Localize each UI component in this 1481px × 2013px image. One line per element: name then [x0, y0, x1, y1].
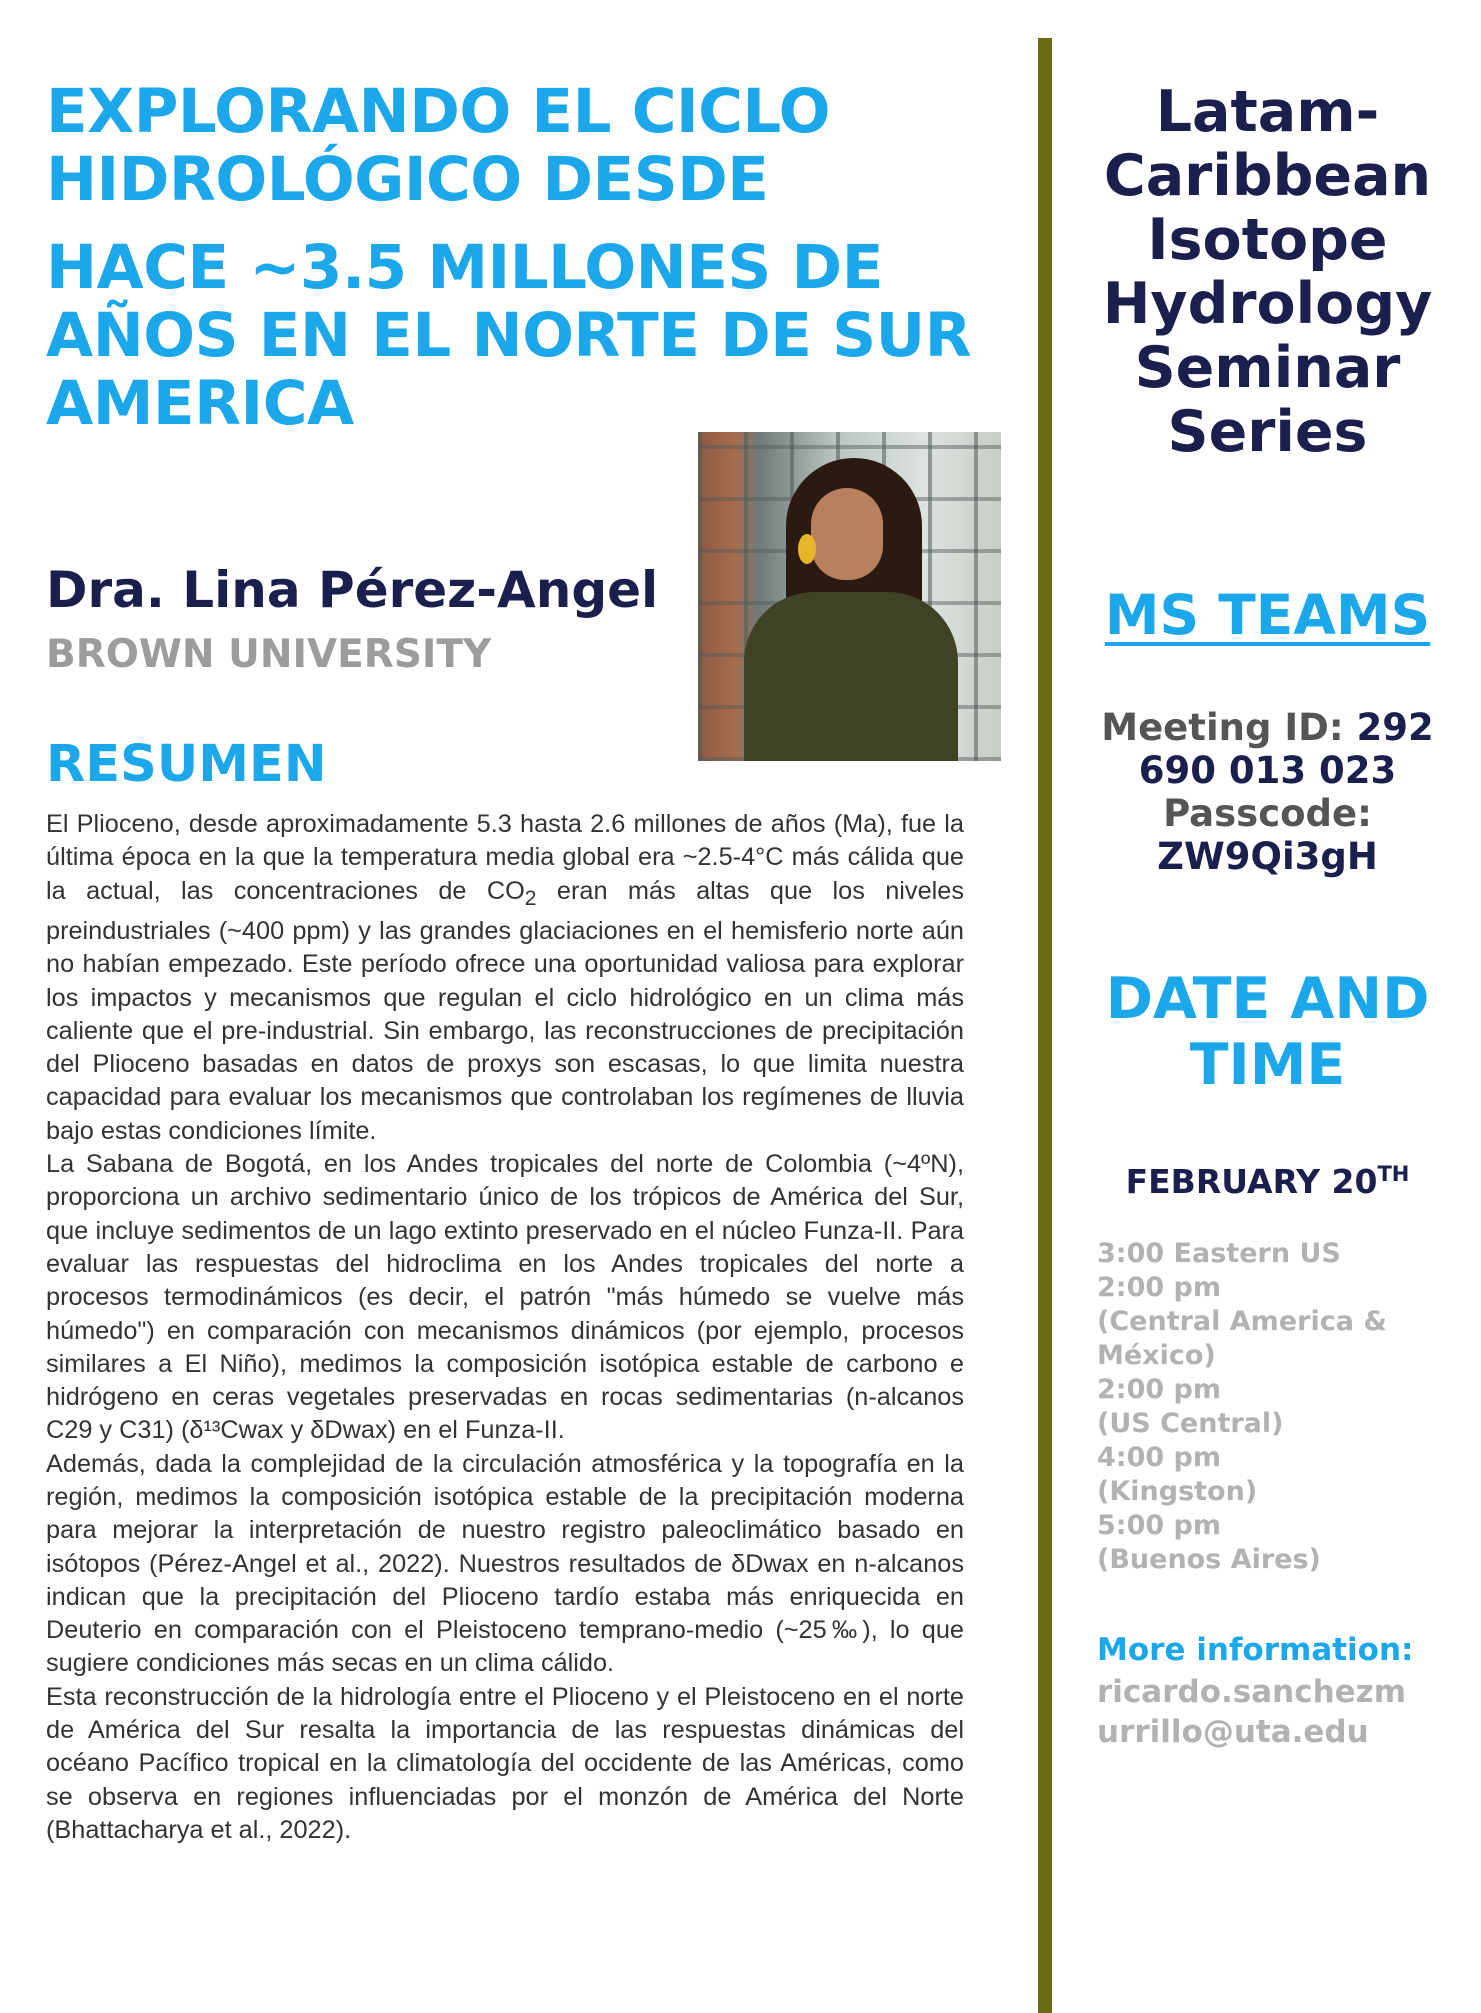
time-line: 5:00 pm	[1097, 1510, 1222, 1541]
meeting-id-label: Meeting ID:	[1101, 706, 1344, 749]
series-line: Seminar	[1134, 335, 1401, 401]
meeting-id-value: 690 013 023	[1138, 749, 1397, 792]
abstract-heading: RESUMEN	[46, 735, 327, 794]
series-line: Caribbean	[1103, 143, 1432, 209]
series-line: Series	[1167, 399, 1368, 465]
title-line: EXPLORANDO EL CICLO	[46, 76, 830, 147]
speaker-affiliation: BROWN UNIVERSITY	[46, 632, 492, 677]
abstract-text: El Plioceno, desde aproximadamente 5.3 hasta 2.6 millones de años (Ma), fue la última época en la que la temperatura media global era ~2.5-4°C más cálida que la actual, las concentraciones de CO	[46, 810, 964, 905]
time-line: (Central America &	[1097, 1306, 1387, 1337]
platform-heading[interactable]	[1075, 582, 1460, 648]
email-line[interactable]: urrillo@uta.edu	[1097, 1714, 1369, 1750]
photo-earring	[798, 534, 816, 564]
vertical-divider	[1038, 38, 1052, 2013]
date-text: FEBRUARY 20	[1125, 1162, 1378, 1201]
speaker-name: Dra. Lina Pérez-Angel	[46, 561, 659, 619]
photo-dress	[744, 592, 958, 761]
time-line: (Buenos Aires)	[1097, 1544, 1321, 1575]
time-line: (Kingston)	[1097, 1476, 1258, 1507]
series-line: Isotope	[1147, 207, 1388, 273]
title-line: HACE ~3.5 MILLONES DE	[46, 232, 883, 303]
time-line: México)	[1097, 1340, 1216, 1371]
seminar-date	[1075, 1154, 1460, 1202]
abstract-paragraph: La Sabana de Bogotá, en los Andes tropicales del norte de Colombia (~4ºN), proporciona un archivo sedimentario único de los trópicos de América del Sur, que incluye sedimentos de un lago extinto preservado en el núcleo Funza-II. Para evaluar las respuestas del hidroclima en los Andes tropicales del norte a procesos termodinámicos (es decir, el patrón "más húmedo se vuelve más húmedo") en comparación con mecanismos dinámicos (por ejemplo, procesos similares a El Niño), medimos la composición isotópica estable de carbono e hidrógeno en ceras vegetales preservadas en rocas sedimentarias (n-alcanos C29 y C31) (δ¹³Cwax y δDwax) en el Funza-II.	[46, 1150, 964, 1445]
title-line: AMERICA	[46, 368, 354, 439]
email-line[interactable]: ricardo.sanchezm	[1097, 1674, 1407, 1710]
speaker-photo	[698, 432, 1001, 761]
ms-teams-link[interactable]: MS TEAMS	[1104, 583, 1431, 647]
seminar-title	[46, 78, 976, 438]
abstract-subscript: 2	[524, 886, 537, 910]
time-line: (US Central)	[1097, 1408, 1284, 1439]
time-line: 4:00 pm	[1097, 1442, 1222, 1473]
title-line: HIDROLÓGICO DESDE	[46, 144, 769, 215]
date-time-heading-line: DATE AND	[1105, 966, 1430, 1032]
abstract-paragraph	[46, 808, 964, 1148]
abstract-paragraph: Además, dada la complejidad de la circulación atmosférica y la topografía en la región, medimos la composición isotópica estable de la precipitación moderna para mejorar la interpretación de nuestro registro paleoclimático basado en isótopos (Pérez-Angel et al., 2022). Nuestros resultados de δDwax en n-alcanos indican que la precipitación del Plioceno tardío estaba más enriquecida en Deuterio en comparación con el Pleistoceno temprano-medio (~25‰), lo que sugiere condiciones más secas en un clima cálido.	[46, 1449, 964, 1678]
abstract-text: eran más altas que los niveles preindustriales (~400 ppm) y las grandes glaciaciones en el hemisferio norte aún no habían empezado. Este período ofrece una oportunidad valiosa para explorar los impactos y mecanismos que regulan el ciclo hidrológico en un clima más caliente que el pre-industrial. Sin embargo, las reconstrucciones de precipitación del Plioceno basadas en datos de proxys son escasas, lo que limita nuestra capacidad para evaluar los mecanismos que controlaban los regímenes de lluvia bajo estas condiciones límite.	[46, 876, 964, 1145]
contact-email[interactable]	[1097, 1672, 1459, 1752]
title-line: AÑOS EN EL NORTE DE SUR	[46, 300, 972, 371]
more-info-label: More information:	[1097, 1632, 1414, 1668]
abstract-body	[46, 808, 964, 1847]
meeting-id-line	[1075, 706, 1460, 749]
meeting-info	[1075, 706, 1460, 878]
series-line: Hydrology	[1102, 271, 1433, 337]
right-column	[1075, 0, 1460, 2013]
meeting-id-value: 292	[1343, 706, 1434, 749]
photo-face	[811, 488, 883, 580]
left-column	[46, 0, 976, 2013]
date-time-heading	[1075, 966, 1460, 1098]
time-line: 2:00 pm	[1097, 1374, 1222, 1405]
time-zone-list	[1097, 1237, 1457, 1577]
passcode-value: ZW9Qi3gH	[1157, 835, 1378, 878]
time-line: 2:00 pm	[1097, 1272, 1222, 1303]
series-title	[1075, 80, 1460, 464]
time-line: 3:00 Eastern US	[1097, 1238, 1341, 1269]
series-line: Latam-	[1155, 79, 1380, 145]
date-suffix: TH	[1377, 1162, 1410, 1186]
abstract-paragraph: Esta reconstrucción de la hidrología entre el Plioceno y el Pleistoceno en el norte de América del Sur resalta la importancia de las respuestas dinámicas del océano Pacífico tropical en la climatología del occidente de las Américas, como se observa en regiones influenciadas por el monzón de América del Norte (Bhattacharya et al., 2022).	[46, 1682, 964, 1844]
passcode-label: Passcode:	[1163, 792, 1372, 835]
date-time-heading-line: TIME	[1189, 1032, 1346, 1098]
